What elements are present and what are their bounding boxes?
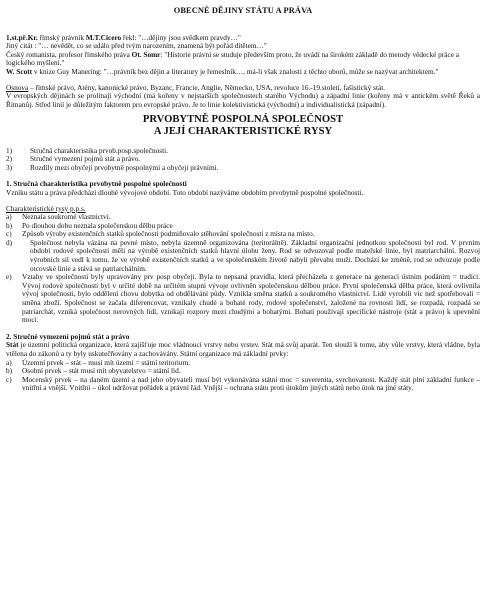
state-element-item: b) Osobní prvek – stát musí mít obyvatelstvo = státní lid. xyxy=(6,366,181,376)
heading-1: 1. Stručná charakteristika prvobytně pospolné společnosti xyxy=(6,179,187,189)
paragraph-1: Vzniku státu a práva předcházi dlouhé vývojové období. Toto období nazýváme obdobím prvobytně pospolné společnosti. xyxy=(6,187,364,197)
outline-item: 2) Stručné vymezení pojmů stát a právo. xyxy=(6,154,141,164)
state-element-item: a) Územní prvek – stát – musí mít území = státní teritorium. xyxy=(6,357,191,367)
outline-item: 1) Stručná charakteristika prvob.posp.společnosti. xyxy=(6,145,168,155)
heading-2: 2. Stručné vymezení pojmů stát a právo xyxy=(6,331,130,341)
quote-cicero: 1.st.př.Kr. římský právník M.T.Cicero řekl: "…dějiny jsou svědkem pravdy…" xyxy=(6,32,241,42)
paragraph-2: Stát je územní politická organizace, která zajišťuje moc vládnoucí vrstvy nebo vrstev. Stát má svůj aparát. Ten slouží k tomu, aby vůle vrstvy, která vládne, byla vtělena do zákonů a ty byly uskutečňovány a zachovávány. Státní organizace má základní prvky: xyxy=(6,340,480,358)
page-title: OBECNÉ DĚJINY STÁTU A PRÁVA xyxy=(173,6,313,15)
feature-item: d) Společnost nebyla vázána na pevné místo, nebyla územně organizována (teritorálně). Základní organizační jednotkou společnosti byl rod. V prvním období rodové společnosti měli na výrobě existenčních statků hlavní úlohu ženy. Rod se odvozoval podle mateřské linie, byl matriarchální. Rozvoj výrobních sil vedl k tomu, že ve výrobě existenčních statků a ve společenském životě nabyli převahu muži. Dochází ke změně, rod se odvozuje podle otcovské linie a stává se patriarchálním. xyxy=(6,237,480,273)
feature-item: e) Vztahy ve společnosti byly upravovány prv posp obyčeji. Byla to nepsaná pravidla, která přecházela z generace na generaci ústním podáním = tradicí. Vývoj rodové společnosti byl v určité době na určitém stupni vývoje ovlivněn společenskou dělbou práce. První společenská dělba práce, která ovlivnila vývoj společnosti, bylo oddělení chovu dobytka od obdělávání půdy. Vznikla směna statků a soukromého vlastnictví. Lidé vyrobili víc než spotřebovali = směna zboží. Společnost se začala diferencovat, vznikaly chudé a bohaté rody, rodové společenství, založené na rovnosti lidí, se rozpadá, rozpadá se patriarchát, vzniká společnost nerovných lidí, vznikají rozpory mezi chudými a bohatými. Bohatí používají specifické nástroje (stát a právo) k upevnění moci. xyxy=(6,272,480,325)
outline-list xyxy=(6,147,480,173)
feature-item: c) Způsob výroby existenčních statků společnosti podmiňovalo stěhování společnosti z místa na místo. xyxy=(6,229,315,239)
quote-scott: W. Scott v knize Guy Manering: "…právník bez dějin a literatury je řemeslník…, má-li však znalosti z těchto oborů, může se nazývat architektem." xyxy=(6,66,439,76)
state-element-item: c) Mocenský prvek – na daném území a nad jeho obyvateli musí být vykonávána státní moc = suverenita, svrchovanost. Každý stát plní základní funkce – vnitřní a vnější. Vnitřní – úkol udržovat pořádek a právní řád. Vnější – ochrana státu proti útokům jiných států nebo útok na jiné státy. xyxy=(6,374,480,393)
osnova-paragraph: Osnova – římské právo, Atény, kanonické právo, Byzanc, Francie, Anglie, Německo, USA, revoluce 16.-19.století, fašistický stát. xyxy=(6,82,386,92)
quote-lead: 1.st.př.Kr. xyxy=(6,32,38,42)
outline-item: 3) Rozdíly mezi obyčeji prvobytně pospolnými a obyčeji právními. xyxy=(6,162,219,172)
section-title-line-1: PRVOBYTNĚ POSPOLNÁ SPOLEČNOST xyxy=(142,114,344,126)
quote-other: Jiný citát : "… nevědět, co se událo před tvým narozením, znamená být pořád dítětem…" xyxy=(6,41,267,51)
section-title-line-2: A JEJÍ CHARAKTERISTICKÉ RYSY xyxy=(153,125,333,137)
features-label: Charakteristické rysy p.p.s. xyxy=(6,203,86,213)
quote-somr: Český romanista, profesor římského práva Ot. Somr: "Historie právní se studuje především proto, že uvádí na širokém základě do metody vědecké práce a logického myšlení." xyxy=(6,49,460,68)
intro-paragraph: V evropských dějinách se prolínají východní (má kořeny v nejstarších společnostech starého Východu) a západní linie (kořeny má v antickém světě Řeků a Římanů). Střed linií je důležitým faktorem pro evropské právo. Je to linie kolektivistická (východní) a individualistická (západní). xyxy=(6,91,480,109)
feature-item: a) Neznala soukromé vlastnictví. xyxy=(6,212,111,222)
feature-item: b) Po dlouhou dobu neznala společenskou dělbu práce xyxy=(6,220,173,230)
